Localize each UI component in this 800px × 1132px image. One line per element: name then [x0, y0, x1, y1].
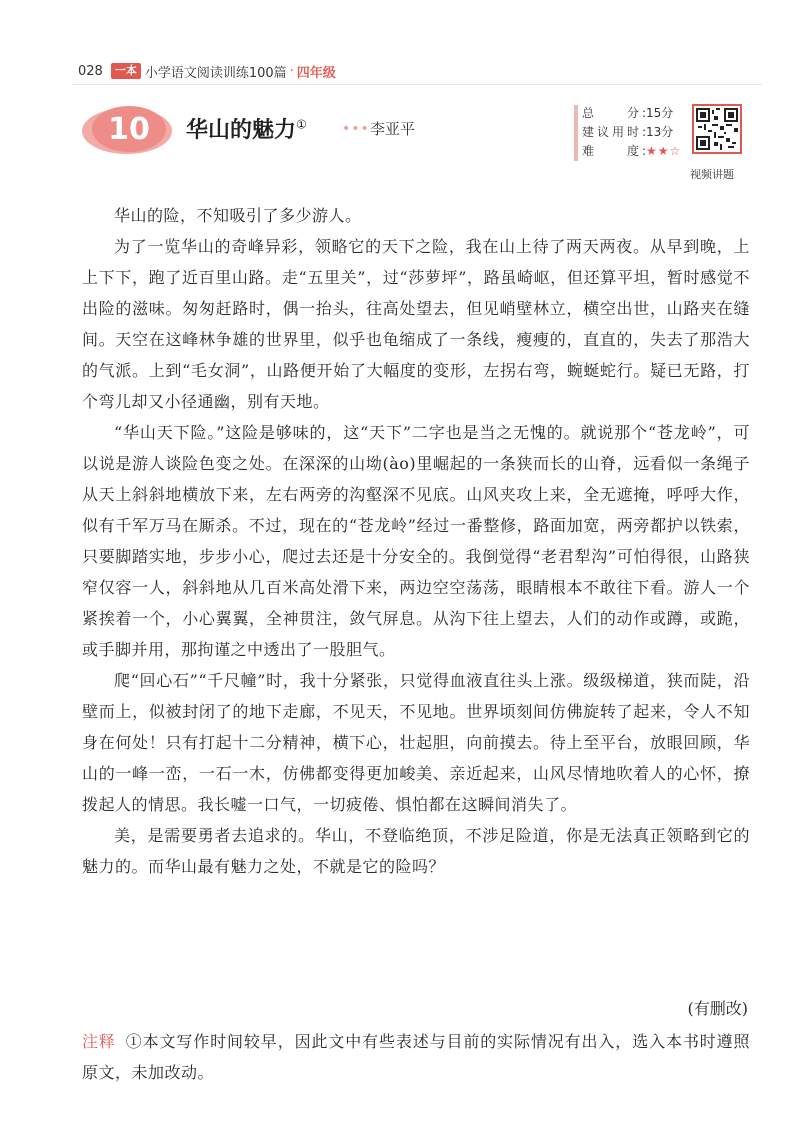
score-label: 总 分:: [582, 106, 646, 120]
lesson-number: 10: [108, 112, 150, 147]
stats-panel: [582, 104, 681, 161]
paragraph: “华山天下险。”这险是够味的，这“天下”二字也是当之无愧的。就说那个“苍龙岭”，可以说是游人谈险色变之处。在深深的山坳(ào)里崛起的一条狭而长的山脊，远看似一条绳子从天上斜斜地横放下来，左右两旁的沟壑深不见底。山风夹攻上来，全无遮掩，呼呼大作，似有千军万马在厮杀。不过，现在的“苍龙岭”经过一番整修，路面加宽，两旁都护以铁索，只要脚踏实地，步步小心，爬过去还是十分安全的。我倒觉得“老君犁沟”可怕得很，山路狭窄仅容一人，斜斜地从几百米高处滑下来，两边空空荡荡，眼睛根本不敢往下看。游人一个紧挨着一个，小心翼翼，全神贯注，敛气屏息。从沟下往上望去，人们的动作或蹲，或跪，或手脚并用，那拘谨之中透出了一股胆气。: [82, 423, 750, 659]
paragraph: 爬“回心石”“千尺幢”时，我十分紧张，只觉得血液直往头上涨。级级梯道，狭而陡，沿壁而上，似被封闭了的地下走廊，不见天，不见地。世界顷刻间仿佛旋转了起来，令人不知身在何处！只有打起十二分精神，横下心，壮起胆，向前摸去。待上至平台，放眼回顾，华山的一峰一峦，一石一木，仿佛都变得更加峻美、亲近起来，山风尽情地吹着人的心怀，撩拨起人的情思。我长嘘一口气，一切疲倦、惧怕都在这瞬间消失了。: [82, 671, 750, 814]
lesson-title: [186, 113, 307, 144]
difficulty-stars: ★★☆: [646, 144, 682, 158]
edit-credit: (有删改): [687, 999, 748, 1018]
author-dots: •••: [342, 121, 370, 137]
author-name: 李亚平: [370, 120, 416, 138]
qr-code-icon[interactable]: [692, 104, 742, 154]
qr-label: 视频讲题: [690, 168, 734, 181]
annotation: [82, 1026, 750, 1088]
page-header: [78, 60, 336, 82]
score-row: [582, 104, 681, 123]
annotation-label: 注释: [82, 1032, 116, 1051]
grade-label: 四年级: [296, 65, 336, 81]
header-separator: ·: [289, 63, 294, 79]
lesson-title-text: 华山的魅力: [186, 118, 297, 143]
paragraph: 为了一览华山的奇峰异彩，领略它的天下之险，我在山上待了两天两夜。从早到晚，上上下下，跑了近百里山路。走“五里关”，过“莎萝坪”，路虽崎岖，但还算平坦，暂时感觉不出险的滋味。匆匆赶路时，偶一抬头，往高处望去，但见峭壁林立，横空出世，山路夹在缝间。天空在这峰林争雄的世界里，似乎也龟缩成了一条线，瘦瘦的，直直的，失去了那浩大的气派。上到“毛女洞”，山路便开始了大幅度的变形，左拐右弯，蜿蜒蛇行。疑已无路，打个弯儿却又小径通幽，别有天地。: [82, 237, 750, 411]
article-body: [82, 200, 750, 882]
header-divider: [72, 84, 762, 85]
time-value: 13分: [646, 125, 674, 139]
page-number: 028: [78, 63, 103, 79]
qr-code-graphic: [696, 108, 738, 150]
time-row: [582, 123, 681, 142]
difficulty-row: [582, 142, 681, 161]
paragraph: 华山的险，不知吸引了多少游人。: [114, 206, 362, 225]
brand-badge: 一本: [111, 63, 141, 79]
time-label: 建议用时:: [582, 125, 646, 139]
series-title: 小学语文阅读训练100篇: [144, 65, 287, 81]
paragraph: 美，是需要勇者去追求的。华山，不登临绝顶，不涉足险道，你是无法真正领略到它的魅力的。而华山最有魅力之处，不就是它的险吗？: [82, 826, 750, 876]
difficulty-label: 难 度:: [582, 144, 646, 158]
score-value: 15分: [646, 106, 674, 120]
stats-accent-bar: [574, 105, 578, 161]
annotation-text: ①本文写作时间较早，因此文中有些表述与目前的实际情况有出入，选入本书时遵照原文，未加改动。: [82, 1032, 750, 1082]
footnote-mark: ①: [296, 117, 307, 132]
